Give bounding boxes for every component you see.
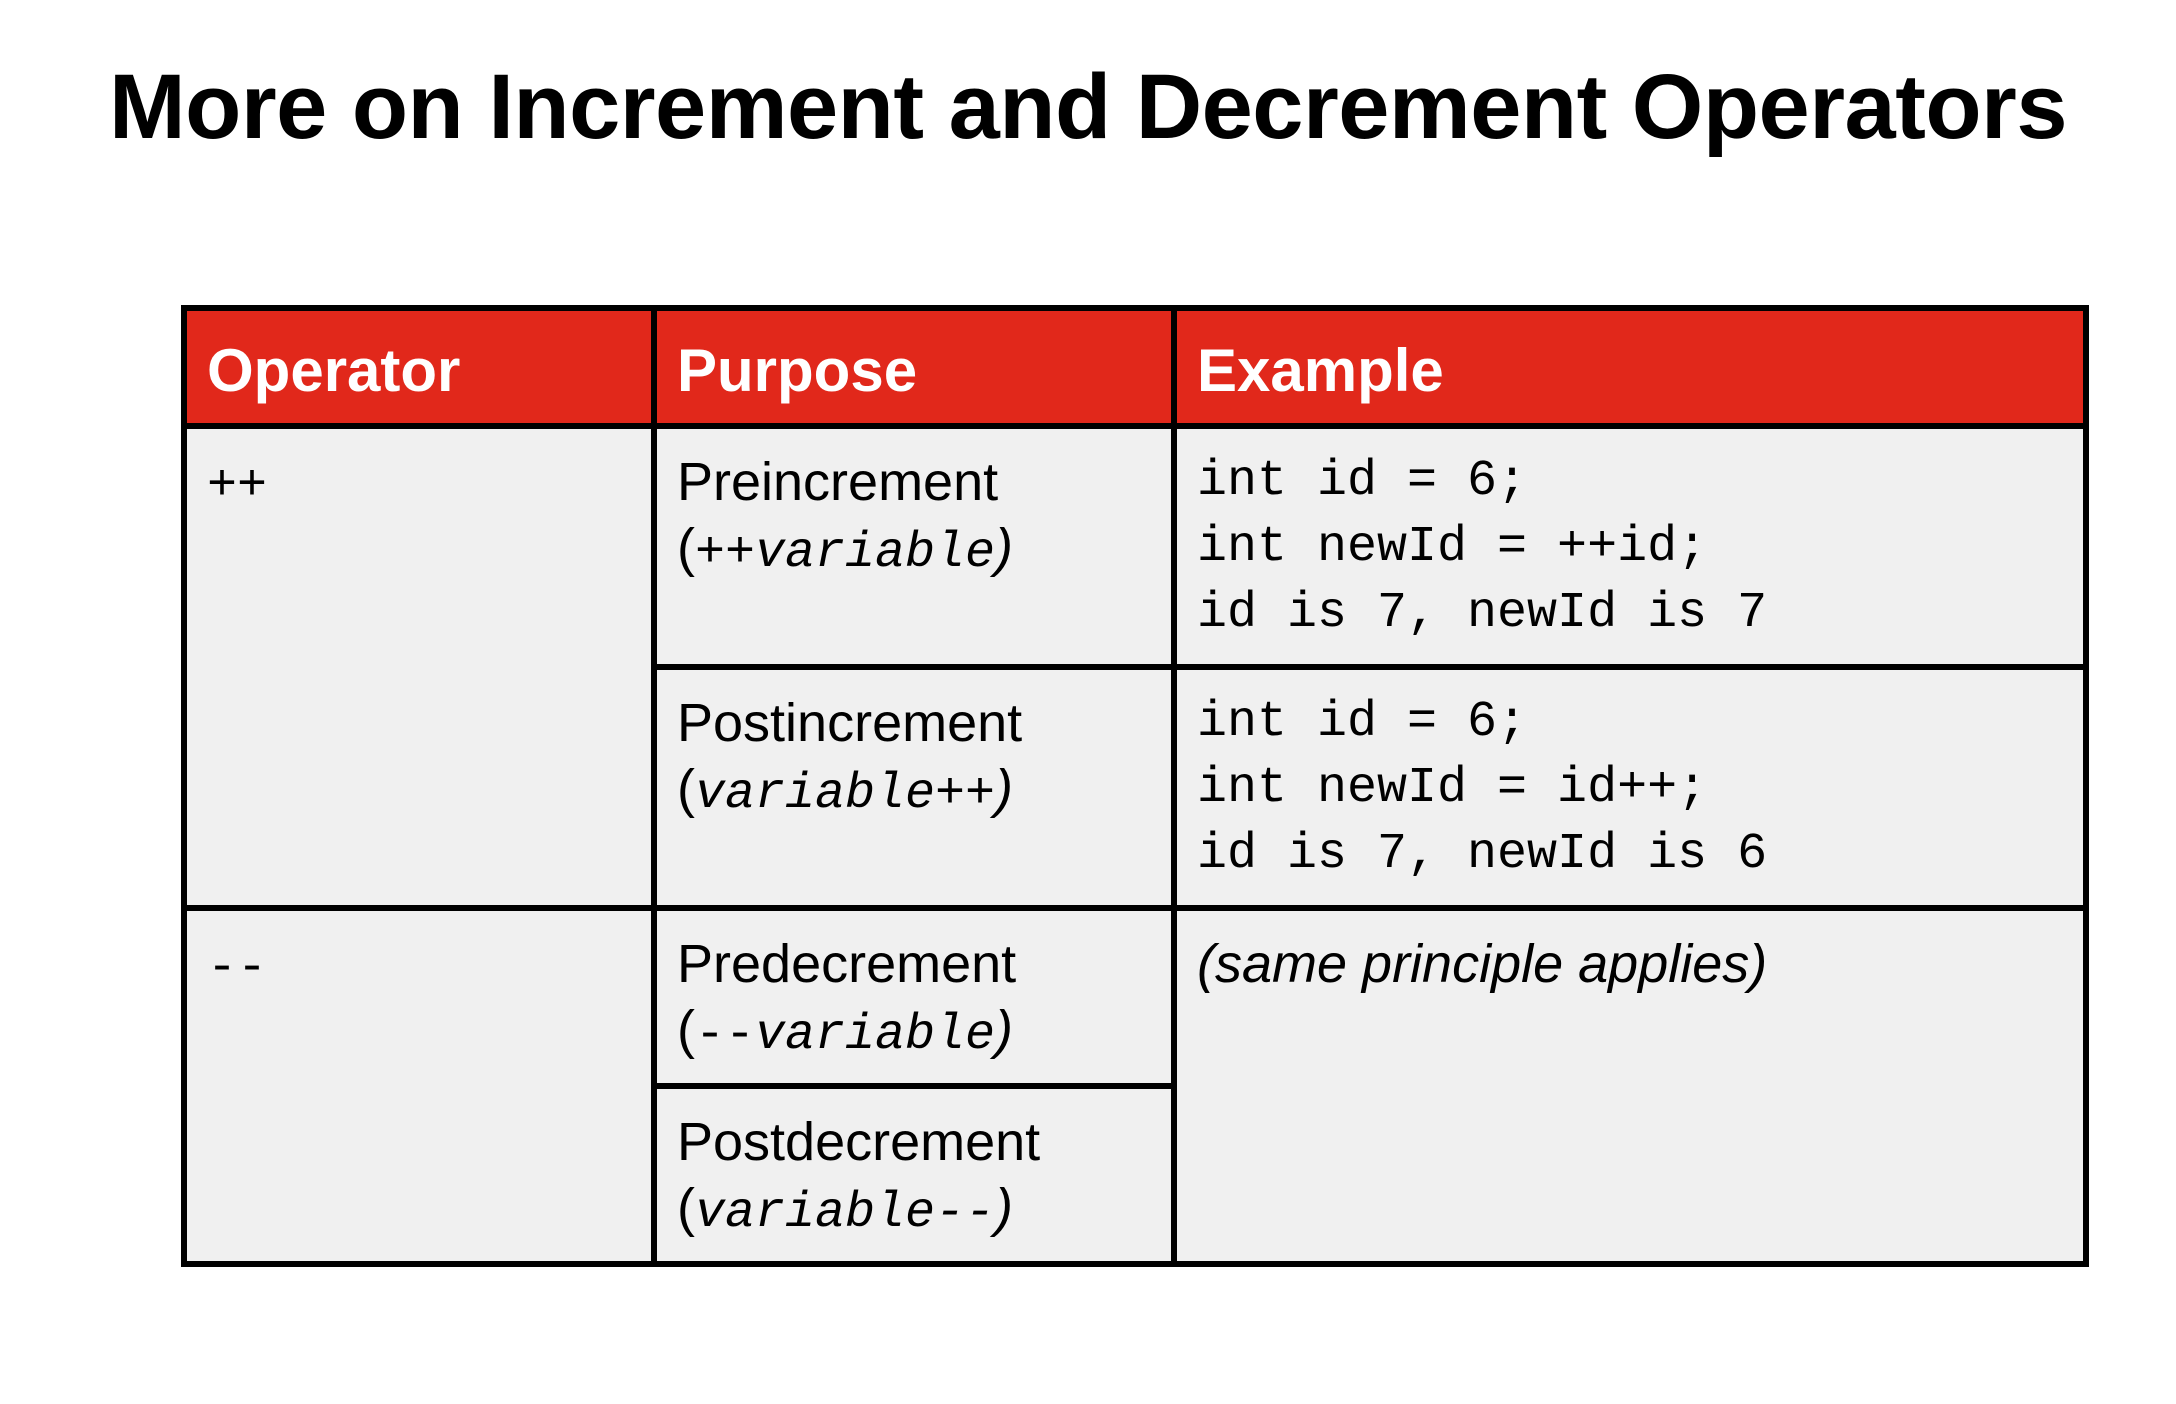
predecrement-label: Predecrement — [677, 934, 1017, 995]
postdecrement-syntax: (variable--) — [677, 1178, 1014, 1243]
page-title: More on Increment and Decrement Operators — [109, 56, 2067, 158]
preincrement-label: Preincrement — [677, 452, 999, 512]
preincrement-syntax: (++variable) — [677, 518, 1014, 582]
table-row — [184, 908, 2086, 1086]
code-line: int newId = ++id; — [1197, 519, 1708, 576]
postincrement-syntax: (variable++) — [677, 759, 1014, 824]
table-header-row — [184, 308, 2086, 426]
same-principle-note: (same principle applies) — [1197, 934, 1768, 995]
predecrement-syntax: (--variable) — [677, 1000, 1014, 1065]
code-line: int newId = id++; — [1197, 760, 1708, 818]
increment-operator: ++ — [207, 458, 268, 515]
header-example: Example — [1174, 308, 2086, 426]
header-operator: Operator — [184, 308, 654, 426]
code-line: id is 7, newId is 6 — [1197, 826, 1768, 884]
example-cell-postincrement — [1174, 667, 2086, 908]
example-cell-preincrement — [1174, 426, 2086, 667]
code-line: int id = 6; — [1197, 694, 1528, 752]
operator-cell-decrement — [184, 908, 654, 1264]
operators-table — [181, 305, 2089, 1267]
header-purpose: Purpose — [654, 308, 1174, 426]
table-row — [184, 426, 2086, 667]
purpose-cell-preincrement — [654, 426, 1174, 667]
purpose-cell-postincrement — [654, 667, 1174, 908]
postincrement-label: Postincrement — [677, 693, 1023, 754]
postdecrement-label: Postdecrement — [677, 1112, 1041, 1173]
example-cell-decrement — [1174, 908, 2086, 1264]
purpose-cell-postdecrement — [654, 1086, 1174, 1264]
purpose-cell-predecrement — [654, 908, 1174, 1086]
code-line: id is 7, newId is 7 — [1197, 585, 1768, 642]
operator-cell-increment — [184, 426, 654, 908]
decrement-operator: -- — [207, 940, 268, 998]
code-line: int id = 6; — [1197, 453, 1528, 510]
